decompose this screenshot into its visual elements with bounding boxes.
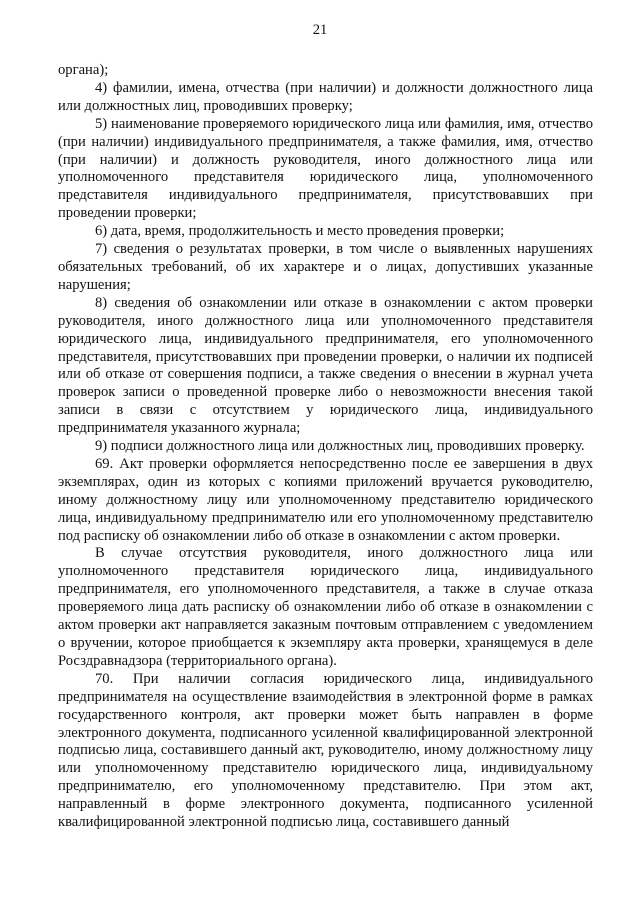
paragraph-item-9: 9) подписи должностного лица или должностных лиц, проводивших проверку. xyxy=(95,438,585,455)
paragraph-continuation: органа); xyxy=(58,62,109,78)
paragraph-item-7: 7) сведения о результатах проверки, в том числе о выявленных нарушениях обязательных требований, об их характере и о лицах, допустивших указанные нарушения; xyxy=(58,241,593,293)
paragraph-item-8: 8) сведения об ознакомлении или отказе в ознакомлении с актом проверки руководителя, иного должностного лица или уполномоченного представителя юридического лица, индивидуального предпринимателя, его уполномоченного представителя, присутствовавших при проведении проверки, о наличии их подписей или об отказе от совершения подписи, а также сведения о внесении в журнал учета проверок записи о проведенной проверке либо о невозможности внесения такой записи в связи с отсутствием у юридического лица, индивидуального предпринимателя указанного журнала; xyxy=(58,294,593,437)
page-number: 21 xyxy=(312,22,328,38)
paragraph-item-6: 6) дата, время, продолжительность и место проведения проверки; xyxy=(95,223,505,240)
paragraph-69: 69. Акт проверки оформляется непосредственно после ее завершения в двух экземплярах, один из которых с копиями приложений вручается руководителю, иному должностному лицу или уполномоченному представителю юридического лица, индивидуальному предпринимателю или его уполномоченному представителю под расписку об ознакомлении либо об отказе в ознакомлении с актом проверки. xyxy=(58,455,593,544)
paragraph-absence-case: В случае отсутствия руководителя, иного должностного лица или уполномоченного представителя юридического лица, индивидуального предпринимателя, его уполномоченного представителя, а также в случае отказа проверяемого лица дать расписку об ознакомлении либо об отказе в ознакомлении с актом проверки акт направляется заказным почтовым отправлением с уведомлением о вручении, которое приобщается к экземпляру акта проверки, хранящемуся в деле Росздравнадзора (территориального органа). xyxy=(58,545,593,669)
paragraph-70: 70. При наличии согласия юридического лица, индивидуального предпринимателя на осуществление взаимодействия в электронной форме в рамках государственного контроля, акт проверки может быть направлен в форме электронного документа, подписанного усиленной квалифицированной электронной подписью лица, составившего данный акт, руководителю, иному должностному лицу или уполномоченному представителю юридического лица, индивидуальному предпринимателю, его уполномоченному представителю. При этом акт, направленный в форме электронного документа, подписанного усиленной квалифицированной электронной подписью лица, составившего данный xyxy=(58,670,593,831)
document-body xyxy=(58,62,593,832)
paragraph-item-4: 4) фамилии, имена, отчества (при наличии) и должности должностного лица или должностных лиц, проводивших проверку; xyxy=(58,79,593,114)
paragraph-item-5: 5) наименование проверяемого юридического лица или фамилия, имя, отчество (при наличии) индивидуального предпринимателя, а также фамилия, имя, отчество (при наличии) и должность руководителя, иного должностного лица или уполномоченного представителя юридического лица, уполномоченного представителя индивидуального предпринимателя, присутствовавших при проведении проверки; xyxy=(58,115,593,222)
